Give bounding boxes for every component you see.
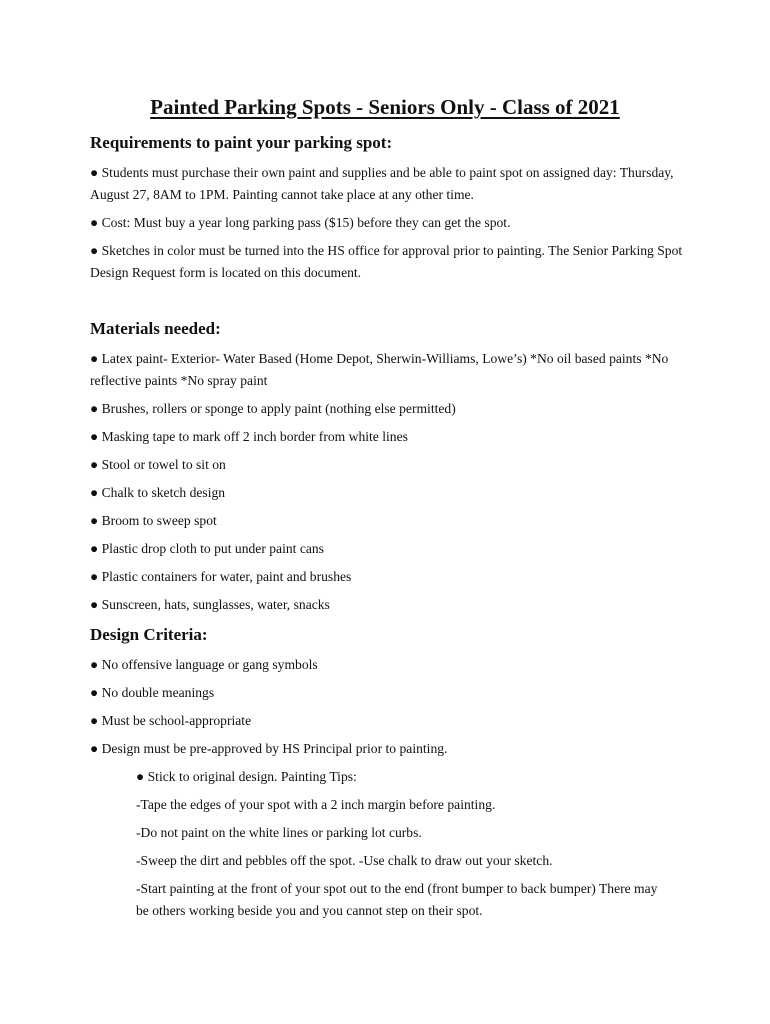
painting-tip: -Sweep the dirt and pebbles off the spot. -Use chalk to draw out your sketch.: [136, 853, 553, 868]
requirement-item: ● Students must purchase their own paint and supplies and be able to paint spot on assigned day: Thursday, August 27, 8AM to 1PM. Painting cannot take place at any other time.: [90, 165, 674, 202]
design-criteria-item: ● Must be school-appropriate: [90, 713, 252, 728]
material-item: ● Brushes, rollers or sponge to apply paint (nothing else permitted): [90, 401, 456, 416]
material-item: ● Chalk to sketch design: [90, 485, 226, 500]
requirement-item: ● Sketches in color must be turned into the HS office for approval prior to painting. The Senior Parking Spot Design Request form is located on this document.: [90, 243, 683, 280]
material-item: ● Plastic drop cloth to put under paint cans: [90, 541, 324, 556]
material-item: ● Masking tape to mark off 2 inch border from white lines: [90, 429, 408, 444]
material-item: ● Broom to sweep spot: [90, 513, 217, 528]
design-criteria-item: ● No offensive language or gang symbols: [90, 657, 318, 672]
painting-tip: -Tape the edges of your spot with a 2 inch margin before painting.: [136, 797, 496, 812]
material-item: ● Plastic containers for water, paint and brushes: [90, 569, 352, 584]
material-item: ● Sunscreen, hats, sunglasses, water, snacks: [90, 597, 330, 612]
design-criteria-item: ● Design must be pre-approved by HS Principal prior to painting.: [90, 741, 448, 756]
document-title: Painted Parking Spots - Seniors Only - Class of 2021: [150, 95, 620, 119]
requirement-item: ● Cost: Must buy a year long parking pass ($15) before they can get the spot.: [90, 215, 511, 230]
material-item: ● Stool or towel to sit on: [90, 457, 226, 472]
design-criteria-item: ● No double meanings: [90, 685, 215, 700]
painting-tip: ● Stick to original design. Painting Tips:: [136, 769, 357, 784]
painting-tip: -Do not paint on the white lines or parking lot curbs.: [136, 825, 422, 840]
design-criteria-heading: Design Criteria:: [90, 625, 208, 644]
materials-heading: Materials needed:: [90, 319, 221, 338]
painting-tip: -Start painting at the front of your spot out to the end (front bumper to back bumper) There may be others working beside you and you cannot step on their spot.: [136, 881, 658, 918]
requirements-heading: Requirements to paint your parking spot:: [90, 133, 393, 152]
material-item: ● Latex paint- Exterior- Water Based (Home Depot, Sherwin-Williams, Lowe’s) *No oil based paints *No reflective paints *No spray paint: [90, 351, 669, 388]
